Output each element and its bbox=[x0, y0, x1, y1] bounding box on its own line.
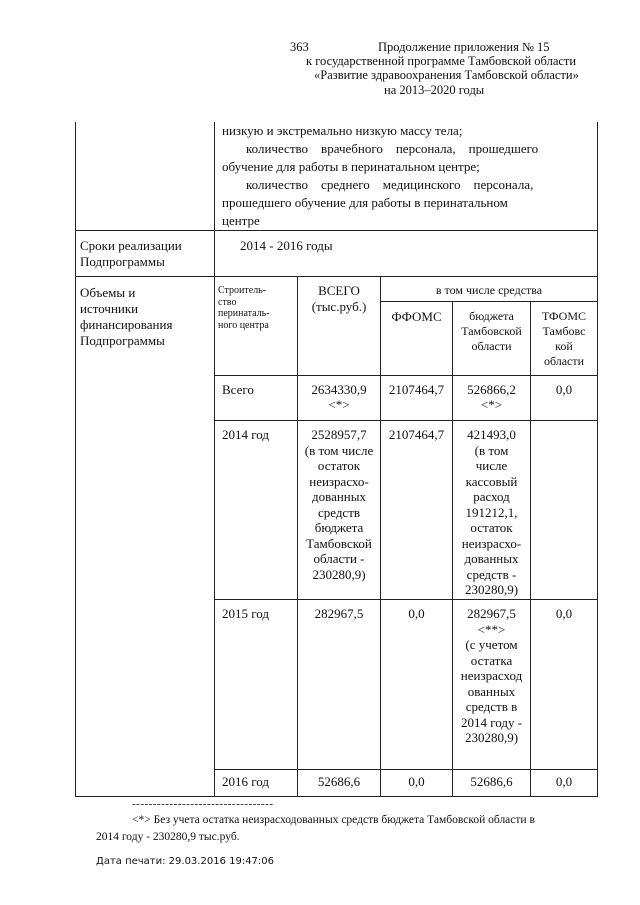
value-line: кассовый bbox=[465, 473, 518, 489]
indicator-text-line: количество врачебного персонала, прошедшего bbox=[246, 141, 539, 156]
appendix-subtitle-3: на 2013–2020 годы bbox=[384, 83, 485, 97]
row-label-all: Всего bbox=[222, 382, 254, 397]
funding-label-line: Объемы и bbox=[80, 285, 136, 300]
ffoms-2016: 0,0 bbox=[408, 774, 425, 789]
goal-indicators-text bbox=[222, 123, 590, 229]
value-line: дованных bbox=[464, 551, 519, 566]
value-line: Тамбовской bbox=[306, 535, 372, 551]
value-line: дованных bbox=[312, 489, 366, 504]
value-line: (в том числе bbox=[304, 442, 374, 458]
col-header-line: Тамбовс bbox=[542, 324, 586, 338]
col-header-ffoms: ФФОМС bbox=[391, 309, 442, 324]
value-line: 282967,5 bbox=[467, 606, 516, 621]
budget-2015 bbox=[453, 606, 530, 746]
terms-label-line: Сроки реализации bbox=[80, 238, 182, 253]
terms-label bbox=[80, 238, 212, 270]
appendix-subtitle-1: к государственной программе Тамбовской области bbox=[306, 54, 577, 68]
total-2016: 52686,6 bbox=[317, 774, 361, 789]
value-line: 526866,2 bbox=[467, 382, 516, 397]
col-header-line: перинаталь- bbox=[218, 308, 270, 319]
value-line: 230280,9) bbox=[312, 566, 366, 582]
terms-value: 2014 - 2016 годы bbox=[240, 238, 333, 253]
print-date: Дата печати: 29.03.2016 19:47:06 bbox=[96, 856, 275, 867]
row-divider-funding bbox=[75, 276, 597, 277]
col-header-line: (тыс.руб.) bbox=[311, 299, 367, 314]
value-line: области - bbox=[313, 551, 365, 566]
col-header-line: области bbox=[471, 339, 512, 353]
header-bottom-divider bbox=[214, 375, 597, 376]
page-number: 363 bbox=[290, 40, 309, 54]
appendix-title: Продолжение приложения № 15 bbox=[378, 40, 550, 54]
value-line: бюджета bbox=[314, 520, 364, 535]
col-header-line: Строитель- bbox=[218, 285, 267, 296]
indicator-text-line: обучение для работы в перинатальном центре; bbox=[222, 159, 480, 174]
col-header-object bbox=[218, 285, 296, 331]
col-header-total bbox=[298, 283, 380, 315]
value-line: остатка bbox=[470, 652, 513, 668]
indicator-text-line: низкую и экстремально низкую массу тела; bbox=[222, 123, 463, 138]
value-line: остаток bbox=[317, 458, 361, 473]
ffoms-2014: 2107464,7 bbox=[388, 427, 445, 442]
col-header-line: области bbox=[543, 354, 585, 368]
value-line: средств - bbox=[466, 566, 517, 582]
budget-2016: 52686,6 bbox=[470, 774, 513, 789]
indicator-text-line: количество среднего медицинского персонала, bbox=[246, 177, 534, 192]
budget-all bbox=[453, 382, 530, 412]
row-divider-2015 bbox=[214, 769, 597, 770]
row-divider-2014 bbox=[214, 599, 597, 600]
outer-right-border bbox=[597, 122, 598, 797]
value-line: 2014 году - bbox=[460, 714, 523, 730]
tfoms-2015: 0,0 bbox=[555, 606, 573, 621]
col-header-budget bbox=[453, 309, 530, 354]
value-line: (с учетом bbox=[465, 637, 518, 652]
value-line: 191212,1, bbox=[465, 504, 518, 520]
total-2015: 282967,5 bbox=[314, 606, 364, 621]
terms-label-line: Подпрограммы bbox=[80, 254, 165, 269]
value-line: <**> bbox=[477, 621, 506, 637]
indicator-text-line: прошедшего обучение для работы в перинатальном bbox=[222, 195, 508, 210]
col-header-line: Тамбовской bbox=[461, 324, 522, 338]
label-column-divider bbox=[214, 122, 215, 797]
total-all bbox=[298, 382, 380, 412]
row-divider-all bbox=[214, 420, 597, 421]
col-header-line: ВСЕГО bbox=[318, 283, 360, 298]
funding-label-line: финансирования bbox=[80, 317, 173, 332]
funding-label-line: Подпрограммы bbox=[80, 333, 165, 348]
total-2014 bbox=[298, 427, 380, 582]
funding-label-line: источники bbox=[80, 301, 139, 316]
col-header-line: ТФОМС bbox=[541, 309, 587, 323]
value-line: ованных bbox=[467, 683, 516, 699]
tfoms-all: 0,0 bbox=[555, 382, 573, 397]
value-line: 421493,0 bbox=[467, 427, 516, 442]
inner-col-divider-ffoms bbox=[380, 276, 381, 796]
footnote-text-line2: 2014 году - 230280,9 тыс.руб. bbox=[96, 831, 240, 843]
value-line: (в том bbox=[474, 442, 509, 458]
value-line: неизрасход bbox=[460, 668, 523, 683]
row-label-2016: 2016 год bbox=[222, 774, 269, 789]
funding-label bbox=[80, 285, 212, 349]
group-header-divider bbox=[380, 301, 597, 302]
indicator-text-line: центре bbox=[222, 213, 260, 228]
appendix-subtitle-2: «Развитие здравоохранения Тамбовской области» bbox=[314, 68, 579, 82]
tfoms-2016: 0,0 bbox=[555, 774, 573, 789]
value-line: неизрасхо- bbox=[309, 473, 369, 489]
outer-left-border bbox=[75, 122, 76, 797]
value-line: расход bbox=[473, 489, 510, 504]
row-label-2014: 2014 год bbox=[222, 427, 269, 442]
value-line: остаток bbox=[470, 520, 513, 535]
col-header-line: бюджета bbox=[469, 309, 514, 323]
ffoms-2015: 0,0 bbox=[408, 606, 425, 621]
value-line: неизрасхо- bbox=[461, 535, 522, 551]
budget-2014 bbox=[453, 427, 530, 598]
footnote-separator: ---------------------------------- bbox=[132, 798, 274, 810]
value-line: <*> bbox=[480, 397, 503, 412]
value-line: 2528957,7 bbox=[311, 427, 367, 442]
value-line: <*> bbox=[328, 397, 350, 412]
col-group-header: в том числе средства bbox=[435, 283, 543, 297]
footnote-text-line1: <*> Без учета остатка неизрасходованных средств бюджета Тамбовской области в bbox=[132, 814, 535, 826]
table-bottom-border bbox=[75, 796, 597, 797]
value-line: числе bbox=[475, 458, 508, 473]
col-header-line: кой bbox=[555, 339, 573, 353]
value-line: 230280,9) bbox=[464, 730, 519, 745]
value-line: средств в bbox=[465, 699, 518, 714]
col-header-tfoms bbox=[531, 309, 597, 369]
col-header-line: ного центра bbox=[218, 319, 269, 331]
value-line: 230280,9) bbox=[464, 582, 519, 597]
value-line: 2634330,9 bbox=[311, 382, 367, 397]
col-header-line: ство bbox=[218, 296, 237, 308]
ffoms-all: 2107464,7 bbox=[388, 382, 445, 397]
row-label-2015: 2015 год bbox=[222, 606, 269, 621]
value-line: средств bbox=[317, 504, 361, 520]
row-divider-terms bbox=[75, 230, 597, 231]
